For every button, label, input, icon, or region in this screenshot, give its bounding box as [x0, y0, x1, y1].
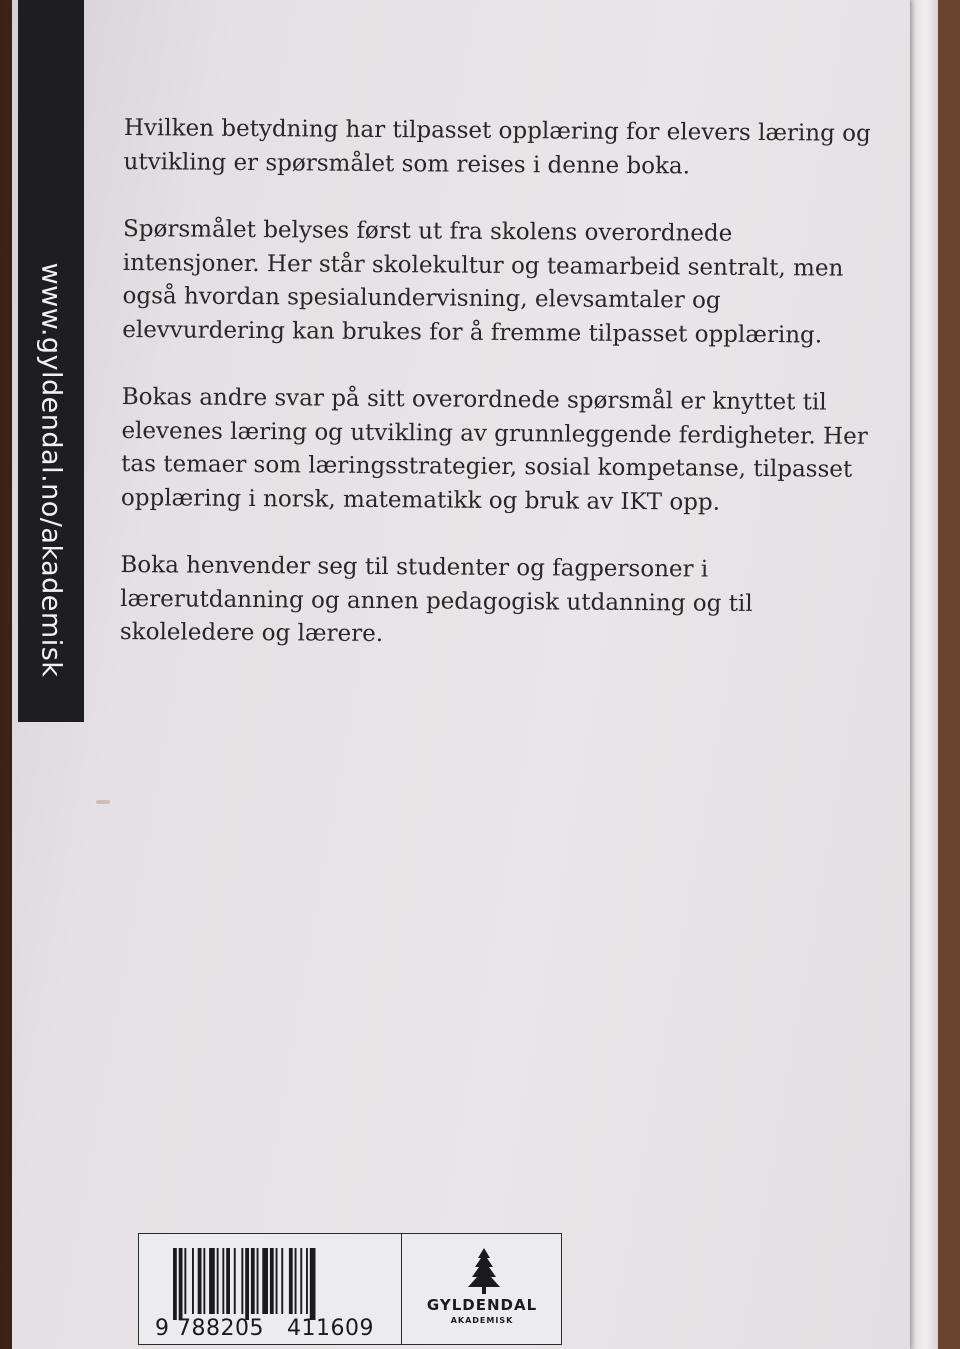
publisher-imprint: AKADEMISK: [450, 1316, 514, 1325]
isbn-left-digits: 788205: [177, 1316, 264, 1341]
page-edges: [908, 0, 938, 1349]
isbn-prefix-digit: 9: [155, 1316, 169, 1341]
barcode-bars: [173, 1248, 393, 1320]
isbn-right-digits: 411609: [287, 1316, 374, 1341]
blurb-paragraph: Hvilken betydning har tilpasset opplæring for elevers læring og utvikling er spørsmålet som reises i denne boka.: [123, 114, 871, 179]
blurb-text: [120, 112, 874, 689]
blurb-paragraph: Boka henvender seg til studenter og fagpersoner i lærerutdanning og annen pedagogisk utdanning og til skoleledere og lærere.: [119, 551, 753, 648]
barcode-panel: [138, 1233, 562, 1345]
blurb-paragraph: Spørsmålet belyses først ut fra skolens overordnede intensjoner. Her står skolekultur og teamarbeid sentralt, men også hvordan spesialundervisning, elevsamtaler og elevvurdering kan brukes for å fremme tilpasset opplæring.: [122, 215, 844, 348]
cover-scuff: [96, 800, 110, 804]
isbn-barcode: [139, 1234, 402, 1344]
blurb-paragraph: Bokas andre svar på sitt overordnede spørsmål er knyttet til elevenes læring og utvikling av grunnleggende ferdigheter. Her tas temaer som læringsstrategier, sosial kompetanse, tilpasset opplæring i norsk, matematikk og bruk av IKT opp.: [120, 383, 868, 516]
publisher-logo: [403, 1234, 561, 1344]
publisher-url: www.gyldendal.no/akademisk: [35, 262, 67, 678]
publisher-name: GYLDENDAL: [426, 1296, 538, 1314]
spruce-tree-icon: [467, 1248, 501, 1294]
